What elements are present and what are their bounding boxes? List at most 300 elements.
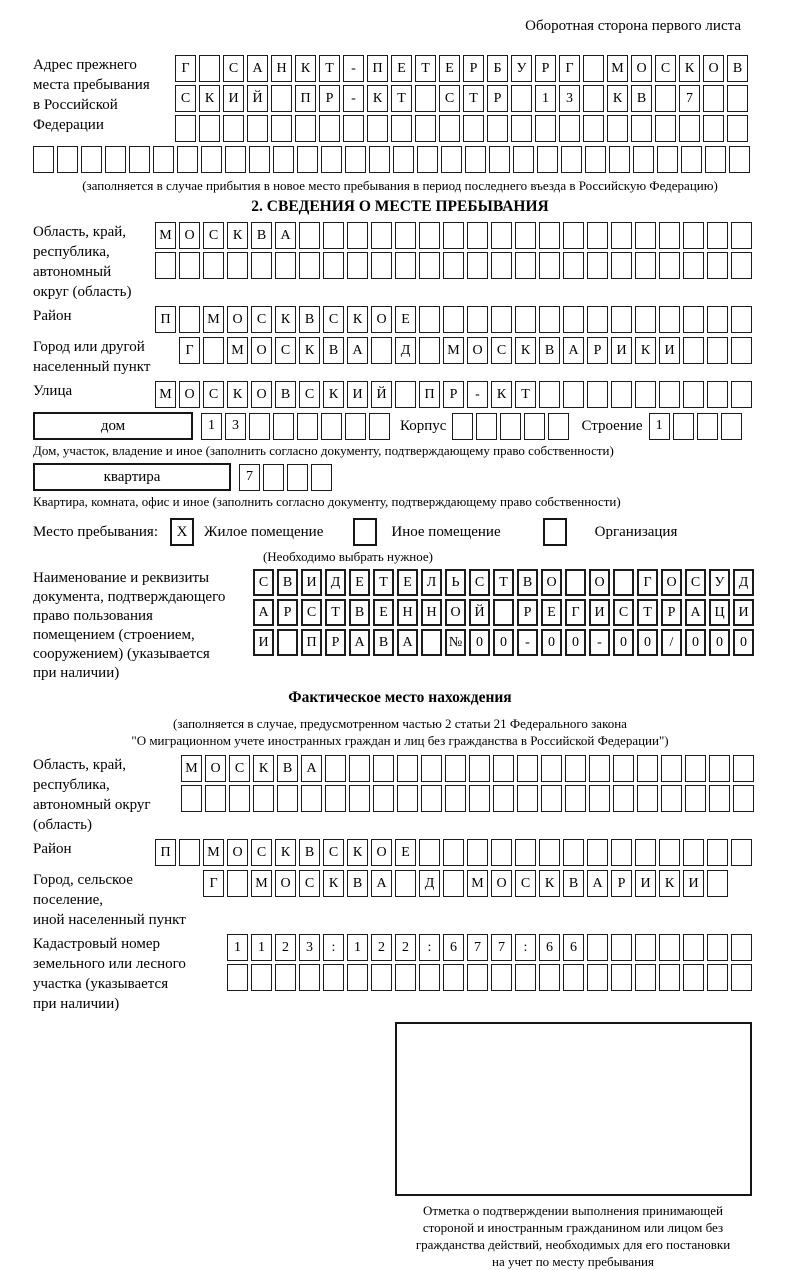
other-premises-checkbox[interactable] (353, 518, 377, 546)
char-cell[interactable] (199, 55, 220, 82)
char-cell[interactable] (493, 785, 514, 812)
char-cell[interactable]: П (419, 381, 440, 408)
char-cell[interactable]: Е (373, 599, 394, 626)
char-cell[interactable] (295, 115, 316, 142)
char-cell[interactable]: М (467, 870, 488, 897)
char-cell[interactable]: В (563, 870, 584, 897)
char-cell[interactable]: 0 (493, 629, 514, 656)
char-cell[interactable]: Т (515, 381, 536, 408)
char-cell[interactable] (515, 964, 536, 991)
char-cell[interactable] (199, 115, 220, 142)
char-cell[interactable]: П (367, 55, 388, 82)
char-cell[interactable]: К (299, 337, 320, 364)
char-cell[interactable]: 0 (613, 629, 634, 656)
char-cell[interactable]: С (301, 599, 322, 626)
char-cell[interactable]: Н (397, 599, 418, 626)
char-cell[interactable] (371, 252, 392, 279)
char-cell[interactable]: В (277, 569, 298, 596)
char-cell[interactable]: О (179, 222, 200, 249)
char-cell[interactable]: П (155, 839, 176, 866)
char-cell[interactable]: - (343, 55, 364, 82)
char-cell[interactable] (659, 964, 680, 991)
char-cell[interactable]: С (223, 55, 244, 82)
char-cell[interactable] (421, 629, 442, 656)
char-cell[interactable] (733, 785, 754, 812)
char-cell[interactable] (611, 964, 632, 991)
char-cell[interactable] (391, 115, 412, 142)
char-cell[interactable]: О (467, 337, 488, 364)
char-cell[interactable]: И (733, 599, 754, 626)
char-cell[interactable]: В (349, 599, 370, 626)
char-cell[interactable] (515, 306, 536, 333)
char-cell[interactable] (709, 755, 730, 782)
char-cell[interactable]: С (251, 306, 272, 333)
char-cell[interactable]: Ц (709, 599, 730, 626)
char-cell[interactable] (565, 785, 586, 812)
char-cell[interactable] (563, 252, 584, 279)
char-cell[interactable] (659, 839, 680, 866)
char-cell[interactable]: Р (463, 55, 484, 82)
char-cell[interactable]: С (323, 839, 344, 866)
char-cell[interactable] (395, 381, 416, 408)
char-cell[interactable] (683, 381, 704, 408)
char-cell[interactable] (373, 785, 394, 812)
char-cell[interactable] (81, 146, 102, 173)
char-cell[interactable]: Т (415, 55, 436, 82)
char-cell[interactable]: 0 (565, 629, 586, 656)
char-cell[interactable]: С (251, 839, 272, 866)
char-cell[interactable]: С (655, 55, 676, 82)
char-cell[interactable]: С (203, 222, 224, 249)
char-cell[interactable]: 1 (227, 934, 248, 961)
char-cell[interactable] (709, 785, 730, 812)
char-cell[interactable]: А (349, 629, 370, 656)
char-cell[interactable] (587, 306, 608, 333)
char-cell[interactable] (611, 252, 632, 279)
char-cell[interactable]: К (323, 870, 344, 897)
char-cell[interactable] (548, 413, 569, 440)
char-cell[interactable]: М (251, 870, 272, 897)
char-cell[interactable] (541, 755, 562, 782)
char-cell[interactable]: 0 (733, 629, 754, 656)
char-cell[interactable] (611, 222, 632, 249)
char-cell[interactable] (683, 839, 704, 866)
char-cell[interactable]: 0 (685, 629, 706, 656)
char-cell[interactable]: Ь (445, 569, 466, 596)
char-cell[interactable]: С (613, 599, 634, 626)
char-cell[interactable]: 3 (559, 85, 580, 112)
char-cell[interactable]: 0 (637, 629, 658, 656)
char-cell[interactable] (731, 306, 752, 333)
char-cell[interactable] (515, 222, 536, 249)
char-cell[interactable]: К (323, 381, 344, 408)
char-cell[interactable]: 6 (563, 934, 584, 961)
char-cell[interactable]: Г (637, 569, 658, 596)
char-cell[interactable] (611, 306, 632, 333)
char-cell[interactable] (635, 964, 656, 991)
char-cell[interactable]: 3 (299, 934, 320, 961)
char-cell[interactable] (153, 146, 174, 173)
char-cell[interactable] (587, 381, 608, 408)
char-cell[interactable]: А (347, 337, 368, 364)
char-cell[interactable] (697, 413, 718, 440)
char-cell[interactable] (563, 381, 584, 408)
char-cell[interactable]: К (515, 337, 536, 364)
char-cell[interactable]: К (539, 870, 560, 897)
char-cell[interactable] (397, 755, 418, 782)
char-cell[interactable]: Й (247, 85, 268, 112)
char-cell[interactable] (349, 785, 370, 812)
char-cell[interactable]: К (199, 85, 220, 112)
char-cell[interactable] (493, 599, 514, 626)
char-cell[interactable]: И (635, 870, 656, 897)
char-cell[interactable] (467, 222, 488, 249)
char-cell[interactable] (611, 839, 632, 866)
char-cell[interactable]: К (275, 306, 296, 333)
char-cell[interactable] (347, 252, 368, 279)
char-cell[interactable] (583, 55, 604, 82)
char-cell[interactable] (659, 222, 680, 249)
char-cell[interactable] (179, 252, 200, 279)
char-cell[interactable] (589, 785, 610, 812)
char-cell[interactable] (587, 222, 608, 249)
char-cell[interactable] (683, 337, 704, 364)
char-cell[interactable]: О (491, 870, 512, 897)
char-cell[interactable]: К (491, 381, 512, 408)
char-cell[interactable] (707, 381, 728, 408)
char-cell[interactable]: М (607, 55, 628, 82)
char-cell[interactable]: И (253, 629, 274, 656)
char-cell[interactable] (587, 934, 608, 961)
char-cell[interactable]: М (181, 755, 202, 782)
char-cell[interactable] (539, 306, 560, 333)
char-cell[interactable] (565, 569, 586, 596)
char-cell[interactable]: О (205, 755, 226, 782)
char-cell[interactable]: В (323, 337, 344, 364)
char-cell[interactable] (57, 146, 78, 173)
char-cell[interactable] (155, 252, 176, 279)
char-cell[interactable] (323, 222, 344, 249)
char-cell[interactable]: В (275, 381, 296, 408)
char-cell[interactable]: К (679, 55, 700, 82)
char-cell[interactable] (223, 115, 244, 142)
char-cell[interactable]: С (175, 85, 196, 112)
char-cell[interactable] (721, 413, 742, 440)
char-cell[interactable] (417, 146, 438, 173)
char-cell[interactable]: М (155, 222, 176, 249)
char-cell[interactable]: А (371, 870, 392, 897)
char-cell[interactable]: О (541, 569, 562, 596)
char-cell[interactable] (367, 115, 388, 142)
char-cell[interactable] (563, 839, 584, 866)
char-cell[interactable] (227, 964, 248, 991)
char-cell[interactable] (685, 755, 706, 782)
char-cell[interactable]: А (275, 222, 296, 249)
char-cell[interactable] (271, 115, 292, 142)
char-cell[interactable]: Н (271, 55, 292, 82)
char-cell[interactable]: : (323, 934, 344, 961)
char-cell[interactable] (343, 115, 364, 142)
char-cell[interactable]: П (155, 306, 176, 333)
char-cell[interactable] (683, 222, 704, 249)
char-cell[interactable] (419, 964, 440, 991)
char-cell[interactable]: О (179, 381, 200, 408)
char-cell[interactable]: № (445, 629, 466, 656)
char-cell[interactable] (347, 964, 368, 991)
char-cell[interactable]: С (229, 755, 250, 782)
char-cell[interactable]: В (347, 870, 368, 897)
char-cell[interactable] (467, 964, 488, 991)
char-cell[interactable] (419, 252, 440, 279)
char-cell[interactable] (563, 964, 584, 991)
char-cell[interactable]: Р (611, 870, 632, 897)
char-cell[interactable]: А (253, 599, 274, 626)
char-cell[interactable] (731, 934, 752, 961)
char-cell[interactable]: О (661, 569, 682, 596)
char-cell[interactable]: А (563, 337, 584, 364)
char-cell[interactable] (655, 85, 676, 112)
char-cell[interactable]: М (203, 306, 224, 333)
char-cell[interactable] (205, 785, 226, 812)
char-cell[interactable]: К (635, 337, 656, 364)
char-cell[interactable] (491, 839, 512, 866)
char-cell[interactable] (707, 870, 728, 897)
char-cell[interactable]: 7 (467, 934, 488, 961)
char-cell[interactable]: Т (637, 599, 658, 626)
char-cell[interactable]: Т (391, 85, 412, 112)
char-cell[interactable]: О (445, 599, 466, 626)
char-cell[interactable]: К (659, 870, 680, 897)
char-cell[interactable]: 6 (443, 934, 464, 961)
char-cell[interactable] (371, 964, 392, 991)
char-cell[interactable] (511, 115, 532, 142)
char-cell[interactable] (271, 85, 292, 112)
char-cell[interactable]: С (203, 381, 224, 408)
char-cell[interactable] (175, 115, 196, 142)
char-cell[interactable]: А (247, 55, 268, 82)
char-cell[interactable]: О (371, 306, 392, 333)
char-cell[interactable]: Р (319, 85, 340, 112)
char-cell[interactable] (299, 964, 320, 991)
char-cell[interactable]: Г (175, 55, 196, 82)
char-cell[interactable] (539, 964, 560, 991)
char-cell[interactable] (419, 337, 440, 364)
char-cell[interactable]: К (227, 222, 248, 249)
char-cell[interactable] (705, 146, 726, 173)
char-cell[interactable]: С (275, 337, 296, 364)
char-cell[interactable] (539, 381, 560, 408)
char-cell[interactable] (515, 252, 536, 279)
char-cell[interactable] (345, 146, 366, 173)
char-cell[interactable] (371, 337, 392, 364)
char-cell[interactable] (105, 146, 126, 173)
char-cell[interactable] (263, 464, 284, 491)
char-cell[interactable] (203, 252, 224, 279)
char-cell[interactable]: О (371, 839, 392, 866)
char-cell[interactable]: Е (395, 306, 416, 333)
char-cell[interactable] (201, 146, 222, 173)
char-cell[interactable] (661, 755, 682, 782)
char-cell[interactable] (589, 755, 610, 782)
char-cell[interactable]: В (277, 755, 298, 782)
char-cell[interactable]: К (607, 85, 628, 112)
char-cell[interactable] (637, 755, 658, 782)
char-cell[interactable]: Е (391, 55, 412, 82)
char-cell[interactable] (301, 785, 322, 812)
char-cell[interactable] (541, 785, 562, 812)
char-cell[interactable] (395, 964, 416, 991)
char-cell[interactable] (491, 222, 512, 249)
char-cell[interactable] (659, 306, 680, 333)
char-cell[interactable]: И (347, 381, 368, 408)
char-cell[interactable] (513, 146, 534, 173)
char-cell[interactable] (273, 146, 294, 173)
char-cell[interactable] (393, 146, 414, 173)
char-cell[interactable] (565, 755, 586, 782)
char-cell[interactable] (323, 252, 344, 279)
char-cell[interactable] (273, 413, 294, 440)
organization-checkbox[interactable] (543, 518, 567, 546)
char-cell[interactable]: К (295, 55, 316, 82)
char-cell[interactable] (727, 85, 748, 112)
char-cell[interactable] (347, 222, 368, 249)
char-cell[interactable] (229, 785, 250, 812)
char-cell[interactable]: 2 (395, 934, 416, 961)
char-cell[interactable] (679, 115, 700, 142)
char-cell[interactable] (703, 85, 724, 112)
char-cell[interactable] (469, 785, 490, 812)
char-cell[interactable]: Е (541, 599, 562, 626)
char-cell[interactable] (583, 115, 604, 142)
char-cell[interactable] (539, 839, 560, 866)
char-cell[interactable] (635, 839, 656, 866)
char-cell[interactable]: И (223, 85, 244, 112)
char-cell[interactable] (587, 839, 608, 866)
char-cell[interactable] (657, 146, 678, 173)
char-cell[interactable]: Г (203, 870, 224, 897)
char-cell[interactable]: К (347, 839, 368, 866)
char-cell[interactable] (637, 785, 658, 812)
char-cell[interactable] (655, 115, 676, 142)
char-cell[interactable] (395, 222, 416, 249)
char-cell[interactable] (707, 306, 728, 333)
char-cell[interactable] (179, 306, 200, 333)
char-cell[interactable] (395, 252, 416, 279)
char-cell[interactable] (659, 381, 680, 408)
char-cell[interactable] (443, 964, 464, 991)
char-cell[interactable]: : (515, 934, 536, 961)
char-cell[interactable]: К (347, 306, 368, 333)
char-cell[interactable]: 1 (201, 413, 222, 440)
char-cell[interactable]: 7 (239, 464, 260, 491)
char-cell[interactable]: К (253, 755, 274, 782)
char-cell[interactable]: А (301, 755, 322, 782)
char-cell[interactable] (683, 934, 704, 961)
char-cell[interactable] (487, 115, 508, 142)
char-cell[interactable] (33, 146, 54, 173)
char-cell[interactable] (559, 115, 580, 142)
char-cell[interactable]: Д (419, 870, 440, 897)
char-cell[interactable]: Р (517, 599, 538, 626)
char-cell[interactable] (369, 413, 390, 440)
char-cell[interactable] (729, 146, 750, 173)
char-cell[interactable]: Т (373, 569, 394, 596)
char-cell[interactable]: А (587, 870, 608, 897)
char-cell[interactable] (515, 839, 536, 866)
char-cell[interactable]: С (515, 870, 536, 897)
char-cell[interactable] (607, 115, 628, 142)
char-cell[interactable]: Б (487, 55, 508, 82)
char-cell[interactable] (731, 222, 752, 249)
char-cell[interactable] (397, 785, 418, 812)
char-cell[interactable]: Р (277, 599, 298, 626)
char-cell[interactable]: 1 (535, 85, 556, 112)
char-cell[interactable]: С (469, 569, 490, 596)
char-cell[interactable]: Е (349, 569, 370, 596)
char-cell[interactable]: Й (371, 381, 392, 408)
char-cell[interactable]: 6 (539, 934, 560, 961)
char-cell[interactable]: Р (587, 337, 608, 364)
char-cell[interactable] (493, 755, 514, 782)
char-cell[interactable]: М (443, 337, 464, 364)
char-cell[interactable]: С (323, 306, 344, 333)
residential-checkbox[interactable]: X (170, 518, 194, 546)
char-cell[interactable] (325, 755, 346, 782)
char-cell[interactable]: В (631, 85, 652, 112)
char-cell[interactable] (421, 785, 442, 812)
char-cell[interactable] (613, 755, 634, 782)
char-cell[interactable] (659, 934, 680, 961)
char-cell[interactable] (731, 964, 752, 991)
char-cell[interactable] (445, 785, 466, 812)
char-cell[interactable] (277, 785, 298, 812)
char-cell[interactable] (467, 306, 488, 333)
char-cell[interactable] (635, 252, 656, 279)
char-cell[interactable] (421, 755, 442, 782)
char-cell[interactable]: К (227, 381, 248, 408)
char-cell[interactable]: У (709, 569, 730, 596)
char-cell[interactable] (707, 252, 728, 279)
char-cell[interactable]: О (631, 55, 652, 82)
char-cell[interactable] (349, 755, 370, 782)
char-cell[interactable] (325, 785, 346, 812)
char-cell[interactable] (443, 839, 464, 866)
char-cell[interactable] (467, 839, 488, 866)
char-cell[interactable]: 1 (251, 934, 272, 961)
char-cell[interactable] (707, 934, 728, 961)
char-cell[interactable] (635, 222, 656, 249)
char-cell[interactable] (415, 85, 436, 112)
char-cell[interactable] (321, 146, 342, 173)
char-cell[interactable]: Р (661, 599, 682, 626)
char-cell[interactable] (203, 337, 224, 364)
char-cell[interactable] (733, 755, 754, 782)
char-cell[interactable]: - (343, 85, 364, 112)
char-cell[interactable]: Т (319, 55, 340, 82)
char-cell[interactable]: 1 (347, 934, 368, 961)
char-cell[interactable]: Г (179, 337, 200, 364)
char-cell[interactable] (321, 413, 342, 440)
char-cell[interactable] (661, 785, 682, 812)
char-cell[interactable]: И (611, 337, 632, 364)
char-cell[interactable] (583, 85, 604, 112)
char-cell[interactable]: В (727, 55, 748, 82)
char-cell[interactable] (299, 222, 320, 249)
char-cell[interactable] (587, 964, 608, 991)
char-cell[interactable] (443, 252, 464, 279)
char-cell[interactable] (683, 306, 704, 333)
char-cell[interactable]: 0 (541, 629, 562, 656)
